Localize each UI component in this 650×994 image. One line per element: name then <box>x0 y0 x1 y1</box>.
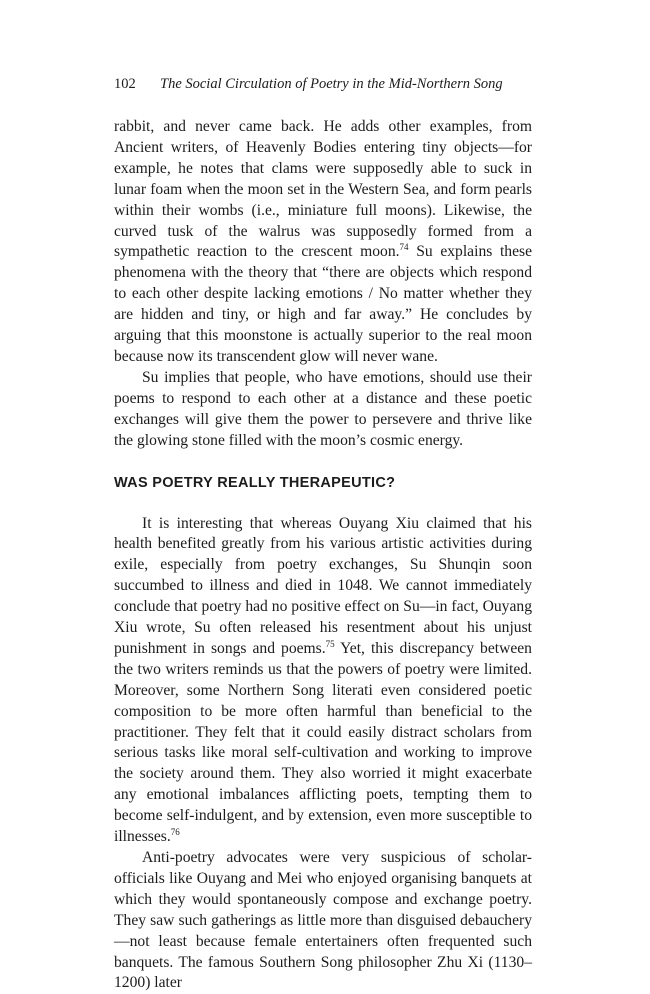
paragraph <box>114 848 532 994</box>
footnote-ref-75[interactable]: 75 <box>325 638 335 649</box>
page-number: 102 <box>114 76 136 92</box>
running-head <box>114 74 532 94</box>
section-heading: WAS POETRY REALLY THERAPEUTIC? <box>114 474 396 491</box>
body-text <box>114 117 532 994</box>
footnote-ref-74[interactable]: 74 <box>399 242 409 253</box>
text-run: Yet, this discrepancy between the two writers reminds us that the powers of poetry were limited. Moreover, some Northern Song literati even considered poetic composition to be more often harmful than beneficial to the practitioner. They felt that it could easily distract scholars from serious tasks like moral self-cultivation and working to improve the society around them. They also worried it might exacerbate any emotional imbalances afflicting poets, tempting them to become self-indulgent, and by extension, even more susceptible to illnesses. <box>114 639 532 846</box>
text-run: rabbit, and never came back. He adds other examples, from Ancient writers, of Heavenly Bodies entering tiny objects—for example, he notes that clams were supposedly able to suck in lunar foam when the moon set in the Western Sea, and form pearls within their wombs (i.e., miniature full moons). Likewise, the curved tusk of the walrus was supposedly formed from a sympathetic reaction to the crescent moon. <box>114 118 532 261</box>
paragraph <box>114 514 532 849</box>
paragraph <box>114 368 532 452</box>
footnote-ref-76[interactable]: 76 <box>170 827 180 838</box>
text-run: It is interesting that whereas Ouyang Xiu claimed that his health benefited greatly from his various artistic activities during exile, especially from poetry exchanges, Su Shunqin soon succumbed to illness and died in 1048. We cannot immediately conclude that poetry had no positive effect on Su—in fact, Ouyang Xiu wrote, Su often released his resentment about his unjust punishment in songs and poems. <box>114 514 532 657</box>
text-run: Su implies that people, who have emotions, should use their poems to respond to each other at a distance and these poetic exchanges will give them the power to persevere and thrive like the glowing stone filled with the moon’s cosmic energy. <box>114 368 532 449</box>
text-run: Su explains these phenomena with the theory that “there are objects which respond to each other despite lacking emotions / No matter whether they are hidden and tiny, or high and far away.” He concludes by arguing that this moonstone is actually superior to the real moon because now its transcendent glow will never wane. <box>114 243 533 365</box>
book-page <box>114 74 532 994</box>
text-run: Anti-poetry advocates were very suspicious of scholar-officials like Ouyang and Mei who enjoyed organising banquets at which they would spontaneously compose and exchange poetry. They saw such gatherings as little more than disguised debauchery—not least because female entertainers often frequented such banquets. The famous Southern Song philosopher Zhu Xi (1130–1200) later <box>114 849 532 992</box>
paragraph <box>114 117 532 368</box>
running-head-title: The Social Circulation of Poetry in the Mid-Northern Song <box>160 76 503 92</box>
